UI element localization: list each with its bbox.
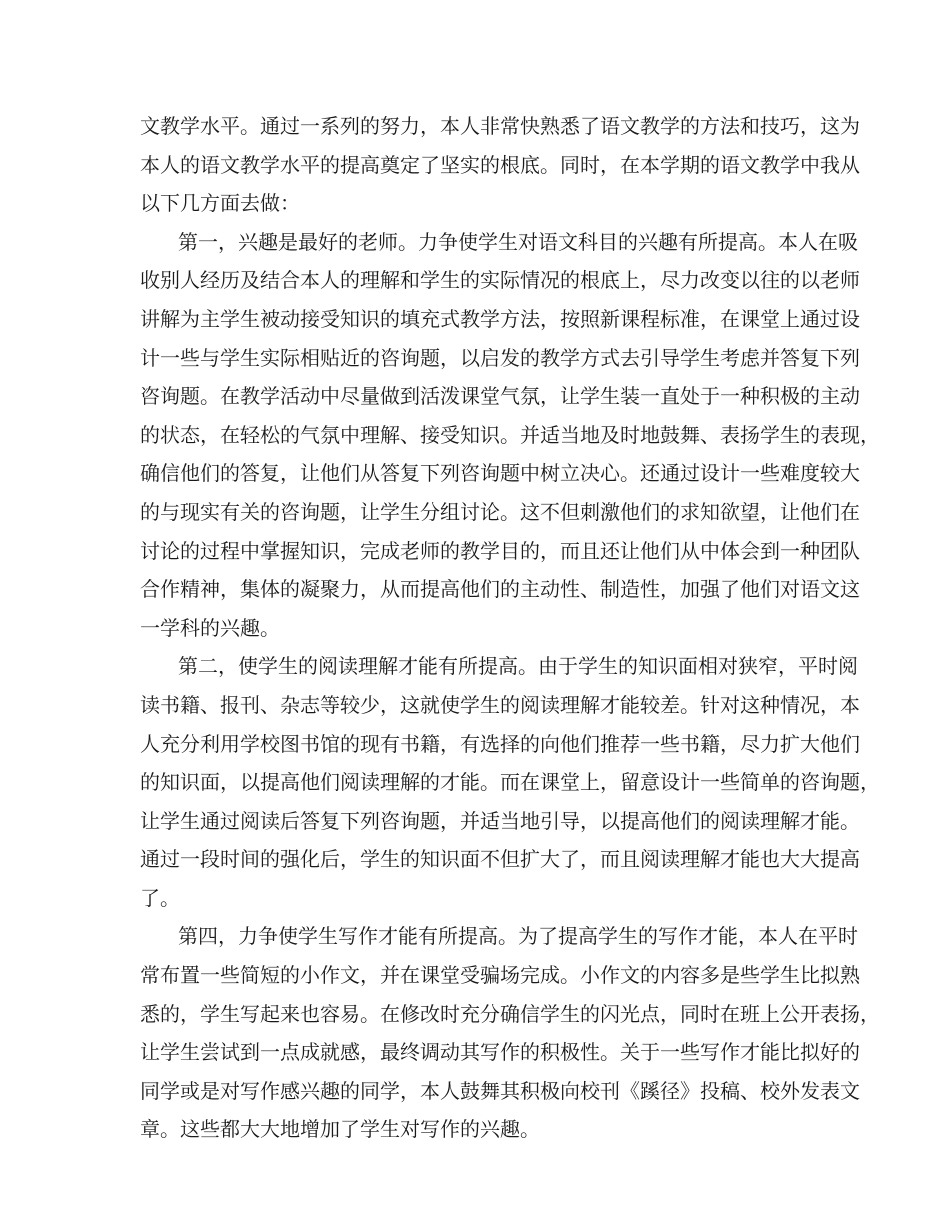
- text-line: 的知识面，以提高他们阅读理解的才能。而在课堂上，留意设计一些简单的咨询题，: [140, 770, 880, 795]
- text-line: 通过一段时间的强化后，学生的知识面不但扩大了，而且阅读理解才能也大大提高: [140, 847, 860, 872]
- text-line: 本人的语文教学水平的提高奠定了坚实的根底。同时，在本学期的语文教学中我从: [140, 152, 860, 177]
- text-line: 同学或是对写作感兴趣的同学，本人鼓舞其积极向校刊《蹊径》投稿、校外发表文: [140, 1078, 860, 1103]
- text-line: 的与现实有关的咨询题，让学生分组讨论。这不但刺激他们的求知欲望，让他们在: [140, 499, 860, 524]
- text-line: 的状态，在轻松的气氛中理解、接受知识。并适当地及时地鼓舞、表扬学生的表现，: [140, 422, 880, 447]
- text-line: 了。: [140, 885, 180, 910]
- text-line: 第二，使学生的阅读理解才能有所提高。由于学生的知识面相对狭窄，平时阅: [178, 654, 858, 679]
- text-line: 合作精神，集体的凝聚力，从而提高他们的主动性、制造性，加强了他们对语文这: [140, 577, 860, 602]
- paragraph: [140, 223, 880, 648]
- text-line: 读书籍、报刊、杂志等较少，这就使学生的阅读理解才能较差。针对这种情况，本: [140, 692, 860, 717]
- text-line: 让学生尝试到一点成就感，最终调动其写作的积极性。关于一些写作才能比拟好的: [140, 1040, 860, 1065]
- text-line: 确信他们的答复，让他们从答复下列咨询题中树立决心。还通过设计一些难度较大: [140, 461, 860, 486]
- text-line: 让学生通过阅读后答复下列咨询题，并适当地引导，以提高他们的阅读理解才能。: [140, 808, 860, 833]
- text-line: 人充分利用学校图书馆的现有书籍，有选择的向他们推荐一些书籍，尽力扩大他们: [140, 731, 860, 756]
- text-line: 第四，力争使学生写作才能有所提高。为了提高学生的写作才能，本人在平时: [178, 924, 858, 949]
- text-line: 一学科的兴趣。: [140, 615, 280, 640]
- text-line: 第一，兴趣是最好的老师。力争使学生对语文科目的兴趣有所提高。本人在吸: [178, 229, 858, 254]
- paragraph: [140, 647, 880, 917]
- text-line: 文教学水平。通过一系列的努力，本人非常快熟悉了语文教学的方法和技巧，这为: [140, 114, 860, 138]
- text-line: 咨询题。在教学活动中尽量做到活泼课堂气氛，让学生装一直处于一种积极的主动: [140, 384, 860, 409]
- text-line: 讨论的过程中掌握知识，完成老师的教学目的，而且还让他们从中体会到一种团队: [140, 538, 860, 563]
- text-line: 收别人经历及结合本人的理解和学生的实际情况的根底上，尽力改变以往的以老师: [140, 268, 860, 293]
- paragraph: [140, 107, 860, 223]
- text-line: 章。这些都大大地增加了学生对写作的兴趣。: [140, 1117, 540, 1142]
- paragraph: [140, 917, 880, 1149]
- text-line: 讲解为主学生被动接受知识的填充式教学方法，按照新课程标准，在课堂上通过设: [140, 306, 860, 331]
- text-line: 悉的，学生写起来也容易。在修改时充分确信学生的闪光点，同时在班上公开表扬，: [140, 1001, 880, 1026]
- text-line: 常布置一些简短的小作文，并在课堂受骗场完成。小作文的内容多是些学生比拟熟: [140, 963, 860, 988]
- text-line: 以下几方面去做：: [140, 191, 300, 216]
- document-body: [140, 107, 880, 1149]
- text-line: 计一些与学生实际相贴近的咨询题，以启发的教学方式去引导学生考虑并答复下列: [140, 345, 860, 370]
